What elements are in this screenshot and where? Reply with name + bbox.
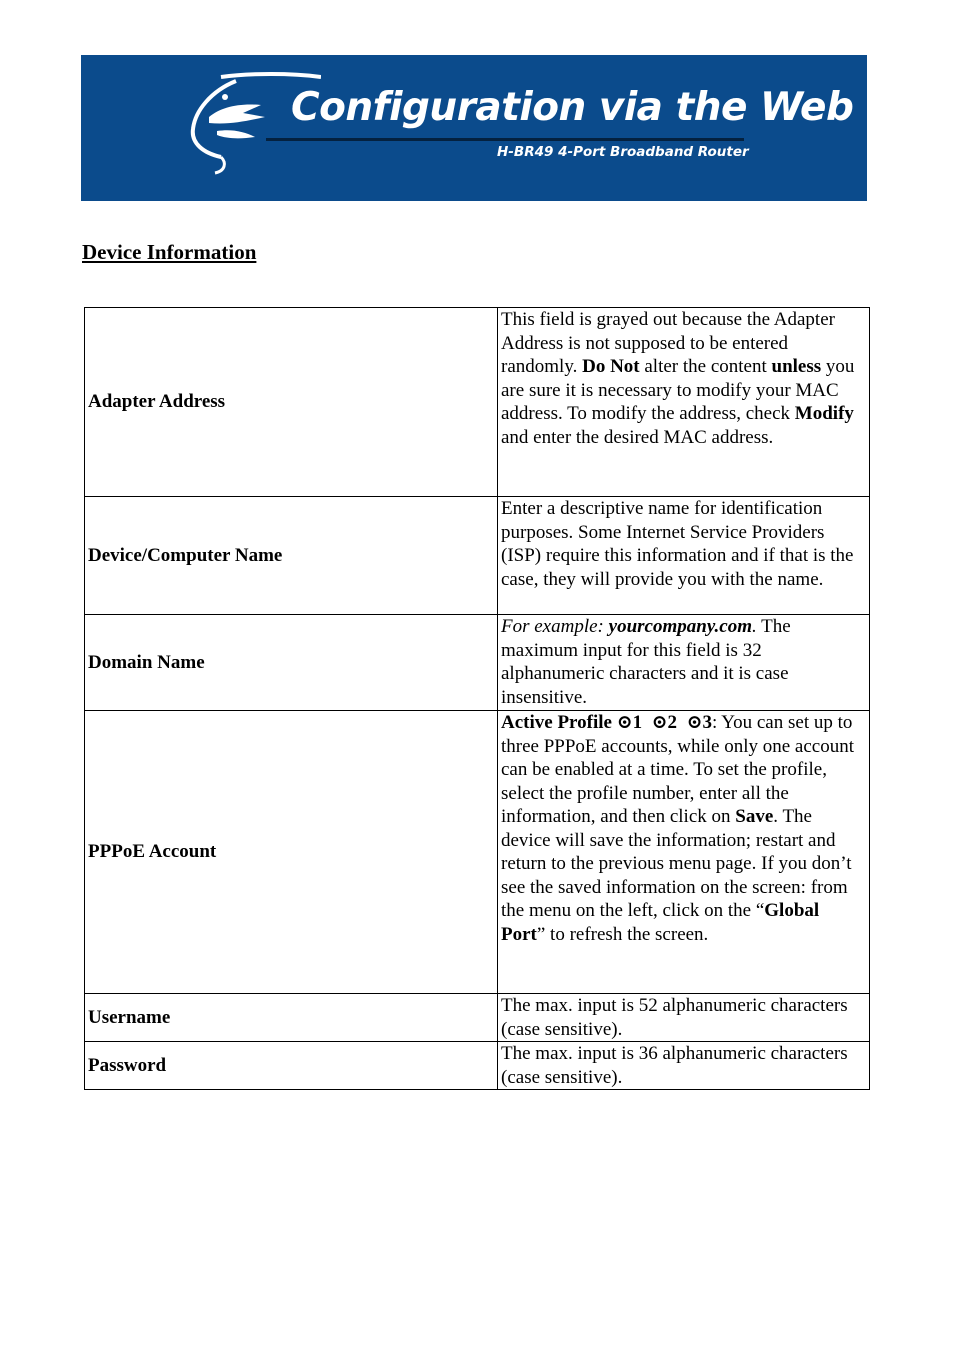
row-description [498,994,870,1042]
table-row [85,1042,870,1090]
row-label: Domain Name [85,615,498,711]
row-description [498,308,870,497]
banner-title: Configuration via the Web [291,85,854,130]
desc-text: The max. input is 36 alphanumeric characters (case sensitive). [501,1043,848,1088]
desc-text: The maximum input for this field is 32 alphanumeric characters and it is case insensitive. [501,616,791,708]
desc-text: . The device will save the information; restart and return to the previous menu page. If you don’t see the saved information on the screen: from the menu on the left, click on the “ [501,806,852,921]
table-row [85,497,870,615]
row-label: Password [85,1042,498,1090]
table-row [85,615,870,711]
desc-bold: Save [735,806,774,827]
row-label: Adapter Address [85,308,498,497]
desc-text: This field is grayed out because the Adapter Address is not supposed to be entered randomly. [501,309,835,377]
profile-radio-3: ⊙3 [686,712,712,733]
desc-bold: Active Profile [501,712,617,733]
desc-text: Enter a descriptive name for identification purposes. Some Internet Service Providers (ISP) require this information and if that is the case, they will provide you with the name. [501,498,854,590]
desc-bold: Modify [794,403,854,424]
header-banner [81,55,867,201]
banner-subtitle: H-BR49 4-Port Broadband Router [497,144,749,160]
desc-italic: . [752,616,757,637]
desc-bold: unless [771,356,822,377]
row-description [498,497,870,615]
device-info-table [84,307,870,1090]
row-label: PPPoE Account [85,711,498,994]
desc-text: The max. input is 52 alphanumeric characters (case sensitive). [501,995,848,1040]
row-description [498,615,870,711]
row-label: Username [85,994,498,1042]
desc-bold: Global Port [501,900,820,945]
table-row [85,308,870,497]
row-label: Device/Computer Name [85,497,498,615]
desc-italic: For example: [501,616,609,637]
table-row [85,711,870,994]
desc-bold-italic: yourcompany.com [608,616,753,637]
desc-text: and enter the desired MAC address. [501,426,774,448]
table-row [85,994,870,1042]
section-heading: Device Information [82,240,257,264]
desc-text: : You can set up to three PPPoE accounts, while only one account can be enabled at a time. To set the profile, select the profile number, enter all the information, and then click on [501,712,855,827]
desc-text: ” to refresh the screen. [536,923,709,945]
row-description [498,1042,870,1090]
row-description [498,711,870,994]
profile-radio-2: ⊙2 [651,712,678,733]
profile-radio-1: ⊙1 [616,712,643,733]
desc-bold: Do Not [582,356,640,377]
banner-rule [266,138,744,141]
desc-text: you are sure it is necessary to modify your MAC address. To modify the address, check [501,356,855,424]
desc-text: alter the content [639,356,772,377]
